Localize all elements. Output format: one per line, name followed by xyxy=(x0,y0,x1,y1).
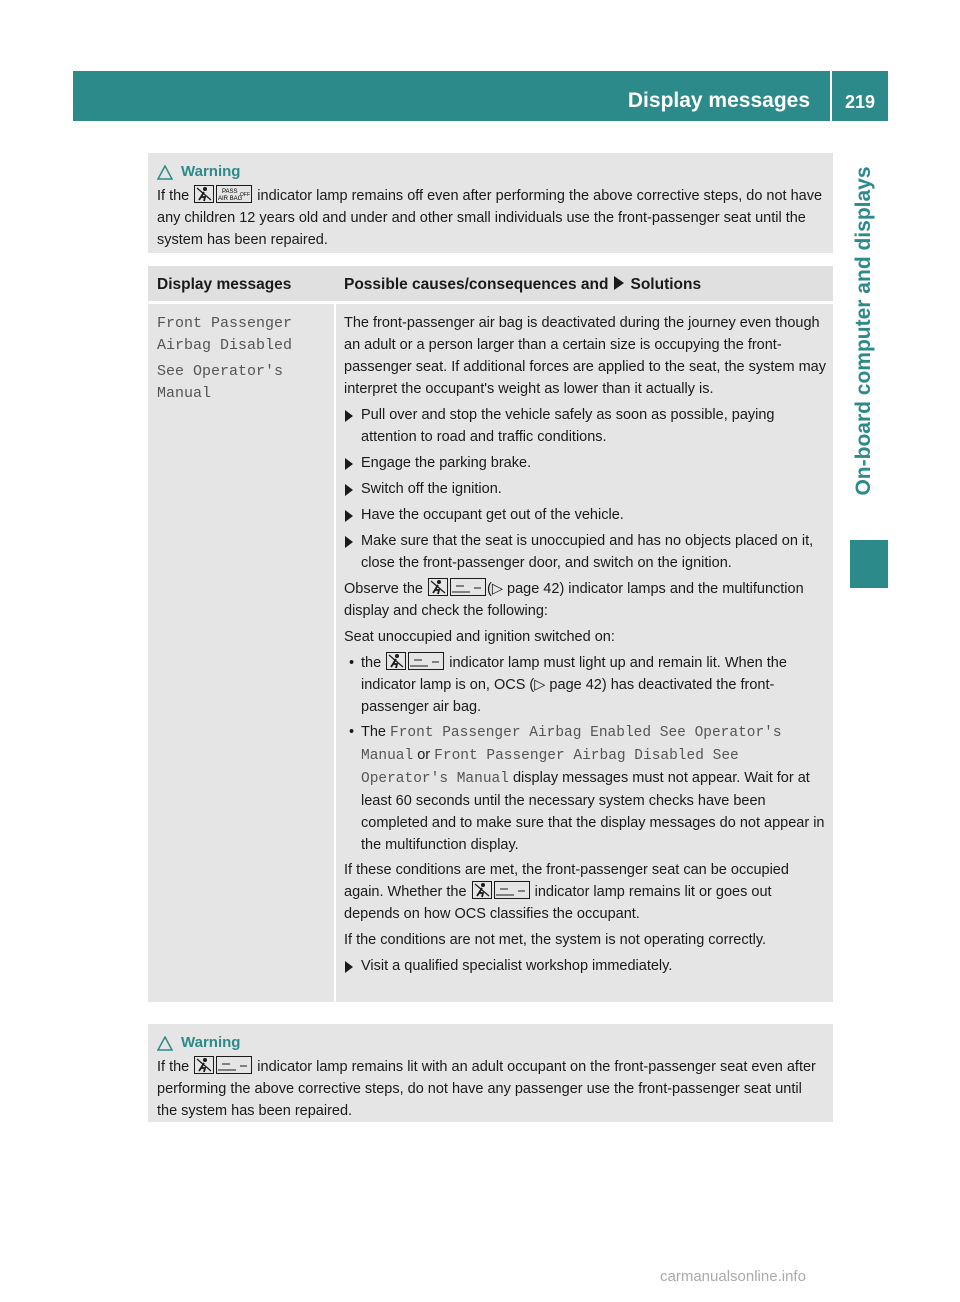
warning-text xyxy=(157,185,824,251)
list-item xyxy=(344,652,826,718)
message-line: See Operator's xyxy=(157,363,284,380)
warning-text-body: indicator lamp remains off even after performing the above corrective steps, do not have any children 12 years old and under and other small individuals use the front-passenger seat until the system has been repaired. xyxy=(157,188,823,248)
column-header-solutions xyxy=(344,266,701,304)
conditions-post: indicator lamp remains lit or goes out depends on how OCS classifies the occupant. xyxy=(344,884,772,922)
passenger-airbag-off-icon xyxy=(494,881,530,899)
warning-text-pre: If the xyxy=(157,1059,194,1075)
warning-text xyxy=(157,1056,824,1122)
bullet-text-pre: The xyxy=(361,724,391,740)
warning-box-bottom xyxy=(148,1024,833,1122)
lamp-label-airbag: AIR BAG xyxy=(218,196,243,202)
warning-text-pre: If the xyxy=(157,188,194,204)
warning-title: Warning xyxy=(181,1034,241,1051)
warning-heading xyxy=(157,161,824,183)
conditions-paragraph xyxy=(344,859,826,925)
message-line: Front Passenger xyxy=(157,315,293,332)
list-item xyxy=(344,721,826,856)
warning-title: Warning xyxy=(181,163,241,180)
child-seat-indicator-icon xyxy=(194,1056,214,1074)
child-seat-indicator-icon xyxy=(472,881,492,899)
action-step xyxy=(344,478,826,500)
chapter-tab-label: On-board computer and displays xyxy=(852,166,875,496)
step-text: Engage the parking brake. xyxy=(361,455,532,471)
bullet-text-post: display messages must not appear. Wait for at least 60 seconds until the necessary system checks have been completed and to make sure that the display messages do not appear in the multifunction display. xyxy=(361,770,825,853)
watermark: carmanualsonline.info xyxy=(660,1268,806,1285)
action-arrow-icon xyxy=(614,276,624,290)
chapter-tab xyxy=(840,121,888,541)
message-line: Airbag Disabled xyxy=(157,337,293,354)
solutions-cell xyxy=(336,304,833,1002)
child-seat-indicator-icon xyxy=(428,578,448,596)
step-text: Have the occupant get out of the vehicle. xyxy=(361,507,624,523)
bullet-text-post: indicator lamp must light up and remain lit. When the indicator lamp is on, OCS (▷ page 42) has deactivated the front-passenger air bag. xyxy=(361,655,787,715)
action-step xyxy=(344,955,826,977)
bullet-text-or: or xyxy=(413,747,435,763)
display-message-name: Front Passenger Airbag Disabled See Operator's Manual xyxy=(361,748,739,787)
step-text: Make sure that the seat is unoccupied and has no objects placed on it, close the front-passenger door, and switch on the ignition. xyxy=(361,533,814,571)
bullet-text-pre: the xyxy=(361,655,386,671)
column-header-messages: Display messages xyxy=(157,276,292,293)
display-message-name: Front Passenger Airbag Enabled See Operator's Manual xyxy=(361,725,782,764)
page-number: 219 xyxy=(844,92,876,112)
action-step xyxy=(344,530,826,574)
column-header-causes: Possible causes/consequences and xyxy=(344,276,609,293)
passenger-airbag-off-icon xyxy=(450,578,486,596)
action-step xyxy=(344,404,826,448)
message-line: Manual xyxy=(157,385,212,402)
action-arrow-icon xyxy=(345,410,353,422)
seat-unoccupied-paragraph: Seat unoccupied and ignition switched on: xyxy=(344,629,615,645)
action-arrow-icon xyxy=(345,458,353,470)
message-cell xyxy=(148,304,334,1002)
child-seat-indicator-icon xyxy=(194,185,214,203)
step-text: Pull over and stop the vehicle safely as soon as possible, paying attention to road and traffic conditions. xyxy=(361,407,775,445)
chapter-tab-marker xyxy=(850,540,888,588)
display-messages-table xyxy=(148,266,833,1002)
passenger-airbag-off-icon xyxy=(216,185,252,203)
lamp-label-off: OFF xyxy=(240,192,251,198)
lamp-label-pass: PASS xyxy=(222,189,238,195)
not-met-paragraph: If the conditions are not met, the system is not operating correctly. xyxy=(344,932,767,948)
table-header-row xyxy=(148,266,833,301)
warning-triangle-icon xyxy=(157,165,173,180)
step-text: Switch off the ignition. xyxy=(361,481,502,497)
passenger-airbag-off-icon xyxy=(408,652,444,670)
bullet: • xyxy=(349,724,355,740)
action-step xyxy=(344,504,826,526)
step-text: Visit a qualified specialist workshop immediately. xyxy=(361,958,673,974)
solutions-body xyxy=(344,312,826,981)
warning-heading xyxy=(157,1032,824,1054)
warning-text-body: indicator lamp remains lit with an adult occupant on the front-passenger seat even after performing the above corrective steps, do not have any passenger use the front-passenger seat until the system has been repaired. xyxy=(157,1059,816,1119)
observe-pre: Observe the xyxy=(344,581,428,597)
action-step xyxy=(344,452,826,474)
page-title: Display messages xyxy=(627,89,810,112)
action-arrow-icon xyxy=(345,484,353,496)
warning-box-top xyxy=(148,153,833,253)
child-seat-indicator-icon xyxy=(386,652,406,670)
bullet: • xyxy=(349,655,355,671)
column-header-solutions-label: Solutions xyxy=(630,276,702,293)
observe-paragraph xyxy=(344,578,826,622)
passenger-airbag-off-icon xyxy=(216,1056,252,1074)
action-arrow-icon xyxy=(345,961,353,973)
observe-post: (▷ page 42) indicator lamps and the multifunction display and check the following: xyxy=(344,581,804,619)
page-header xyxy=(73,71,888,121)
warning-triangle-icon xyxy=(157,1036,173,1051)
intro-paragraph: The front-passenger air bag is deactivated during the journey even though an adult or a person larger than a certain size is occupying the front-passenger seat. If additional forces are applied to the seat, the system may interpret the occupant's weight as lower than it actually is. xyxy=(344,315,826,397)
action-arrow-icon xyxy=(345,510,353,522)
conditions-pre: If these conditions are met, the front-passenger seat can be occupied again. Whether the xyxy=(344,862,789,900)
action-arrow-icon xyxy=(345,536,353,548)
